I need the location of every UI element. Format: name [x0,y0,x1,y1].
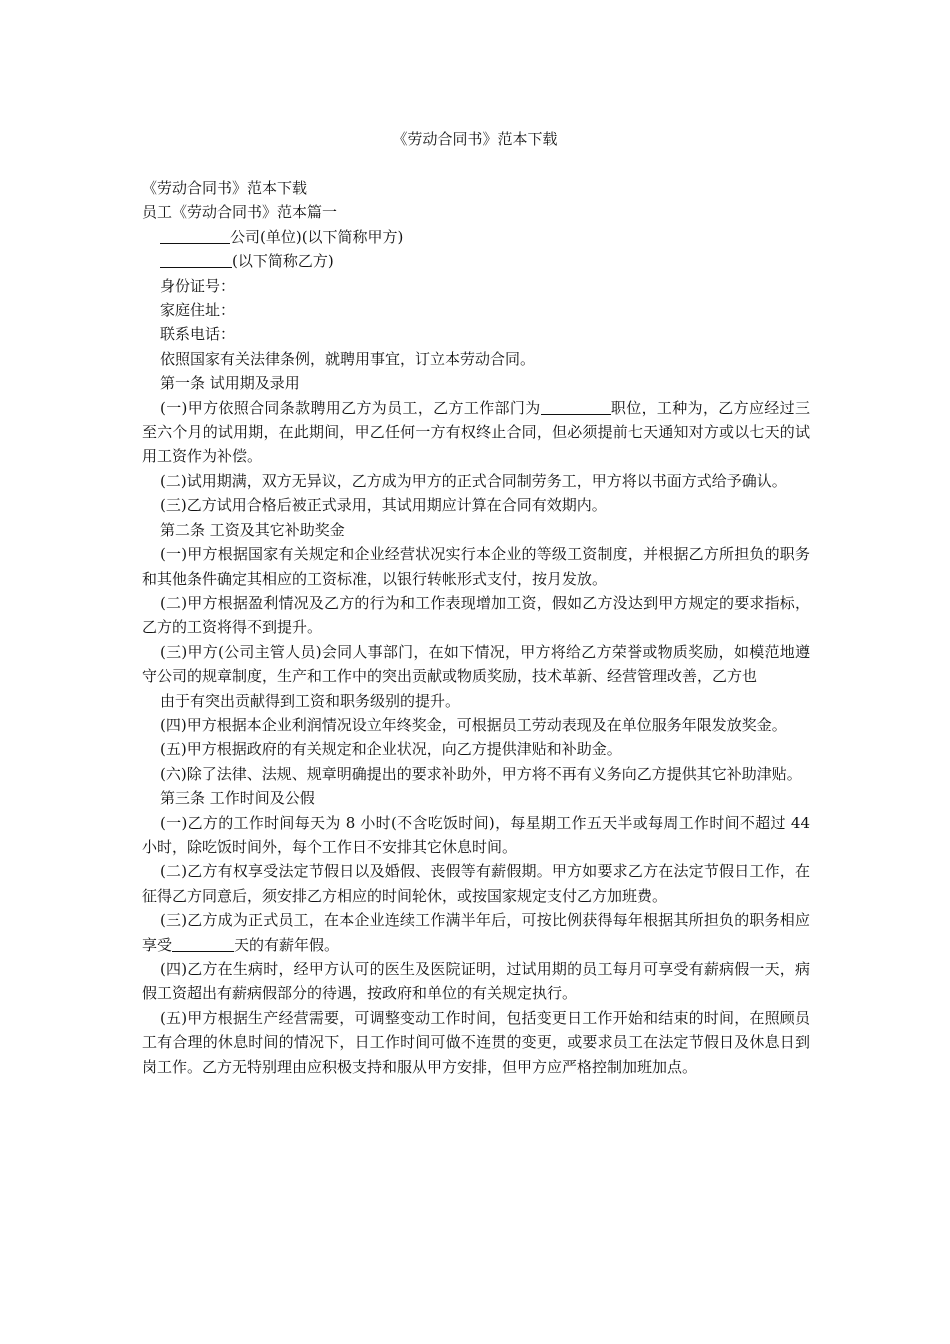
article3-item1: (一)乙方的工作时间每天为 8 小时(不含吃饭时间)，每星期工作五天半或每周工作时间不超过 44 小时，除吃饭时间外，每个工作日不安排其它休息时间。 [142,813,810,856]
article2-item6: (六)除了法律、法规、规章明确提出的要求补助外，甲方将不再有义务向乙方提供其它补助津贴。 [160,764,802,783]
article2-item3-continued: 由于有突出贡献得到工资和职务级别的提升。 [160,691,461,710]
article1-item1 [142,396,810,469]
article3-item3-part1: (三)乙方成为正式员工，在本企业连续工作满半年后，可按比例获得每年根据其所担负的职务相应享受 [142,911,810,954]
article3-item4: (四)乙方在生病时，经甲方认可的医生及医院证明，过试用期的员工每月可享受有薪病假一天，病假工资超出有薪病假部分的待遇，按政府和单位的有关规定执行。 [142,960,810,1003]
article2-item4: (四)甲方根据本企业利润情况设立年终奖金，可根据员工劳动表现及在单位服务年限发放奖金。 [160,715,787,734]
article3-item5: (五)甲方根据生产经营需要，可调整变动工作时间，包括变更日工作开始和结束的时间，在照顾员工有合理的休息时间的情况下，日工作时间可做不连贯的变更，或要求员工在法定节假日及休息日到岗工作。乙方无特别理由应积极支持和服从甲方安排，但甲方应严格控制加班加点。 [142,1008,810,1076]
article2-item3: (三)甲方(公司主管人员)会同人事部门，在如下情况，甲方将给乙方荣誉或物质奖励，如模范地遵守公司的规章制度，生产和工作中的突出贡献或物质奖励，技术革新、经营管理改善，乙方也 [142,642,810,686]
annual-leave-days-blank [172,937,234,952]
subtitle: 《劳动合同书》范本下载 [142,179,308,197]
article2-heading: 第二条 工资及其它补助奖金 [160,520,345,539]
document-body [142,176,810,1079]
article1-item1-part1: (一)甲方依照合同条款聘用乙方为员工，乙方工作部门为 [160,398,541,417]
document-title: 《劳动合同书》范本下载 [392,130,558,148]
party-a-line [142,225,810,249]
party-b-suffix: (以下简称乙方) [232,252,334,271]
article3-item3-part2: 天的有薪年假。 [234,935,340,954]
party-a-blank [160,229,230,244]
article3-item3 [142,908,810,957]
id-number-label: 身份证号： [160,276,236,295]
article3-heading: 第三条 工作时间及公假 [160,789,315,808]
preamble: 依照国家有关法律条例，就聘用事宜，订立本劳动合同。 [160,349,536,368]
party-b-blank [160,253,232,268]
position-blank [541,400,611,415]
party-a-suffix: 公司(单位)(以下简称甲方) [230,227,404,246]
article1-item3: (三)乙方试用合格后被正式录用，其试用期应计算在合同有效期内。 [160,496,607,515]
article1-item2: (二)试用期满，双方无异议，乙方成为甲方的正式合同制劳务工，甲方将以书面方式给予确认。 [160,471,787,490]
article1-item1-part2: 职位，工种为，乙方应经过三至六个月的试用期，在此期间，甲乙任何一方有权终止合同，但必须提前七天通知对方或以七天的试用工资作为补偿。 [142,398,810,466]
section-heading: 员工《劳动合同书》范本篇一 [142,203,338,222]
article2-item2: (二)甲方根据盈利情况及乙方的行为和工作表现增加工资，假如乙方没达到甲方规定的要求指标，乙方的工资将得不到提升。 [142,593,810,637]
article2-item5: (五)甲方根据政府的有关规定和企业状况，向乙方提供津贴和补助金。 [160,740,622,759]
article1-heading: 第一条 试用期及录用 [160,374,300,393]
article3-item2: (二)乙方有权享受法定节假日以及婚假、丧假等有薪假期。甲方如要求乙方在法定节假日工作，在征得乙方同意后，须安排乙方相应的时间轮休，或按国家规定支付乙方加班费。 [142,862,810,905]
party-b-line [142,249,810,273]
address-label: 家庭住址： [160,301,236,320]
phone-label: 联系电话： [160,325,236,344]
article2-item1: (一)甲方根据国家有关规定和企业经营状况实行本企业的等级工资制度，并根据乙方所担负的职务和其他条件确定其相应的工资标准，以银行转帐形式支付，按月发放。 [142,545,810,588]
